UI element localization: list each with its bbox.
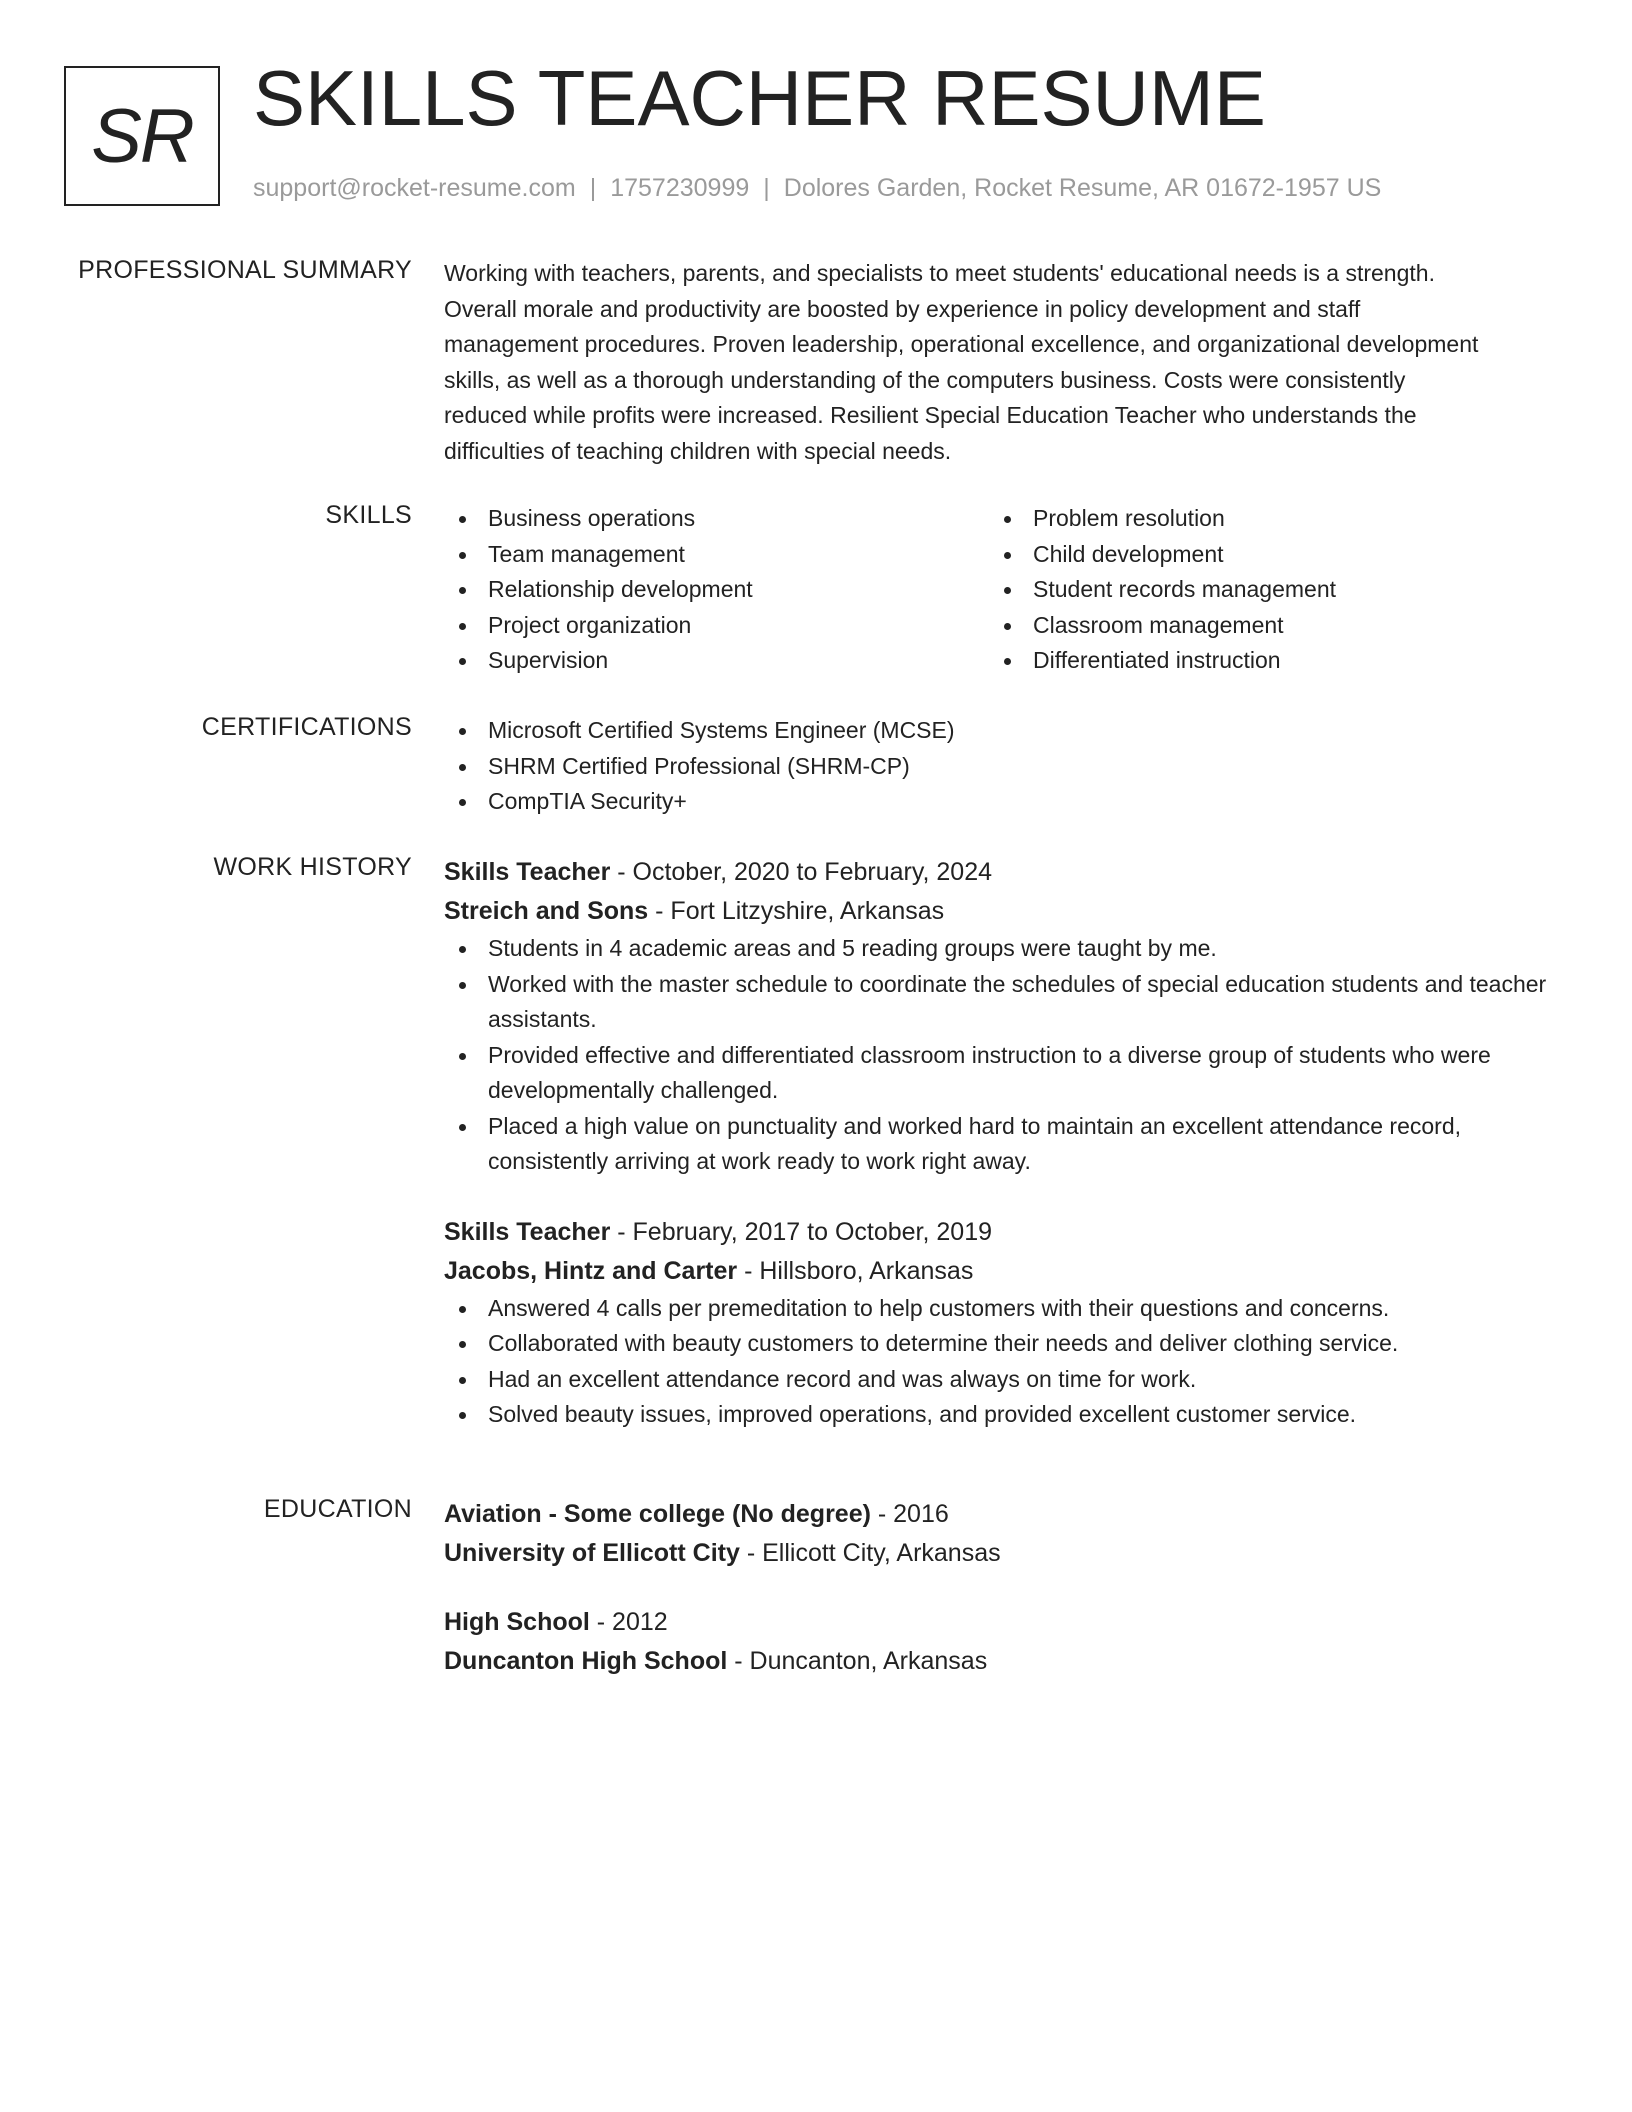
job-company-line — [444, 1252, 1564, 1291]
skill-item: Differentiated instruction — [989, 643, 1534, 679]
skill-item: Classroom management — [989, 608, 1534, 644]
job-duty: Placed a high value on punctuality and worked hard to maintain an excellent attendance record, consistently arriving at work ready to work right away. — [444, 1109, 1564, 1180]
certification-item: CompTIA Security+ — [444, 784, 1564, 820]
education-body — [444, 1495, 1564, 1681]
section-label-certifications: CERTIFICATIONS — [201, 713, 412, 741]
skills-list-right — [989, 501, 1534, 679]
certification-item: SHRM Certified Professional (SHRM-CP) — [444, 749, 1564, 785]
job-title: Skills Teacher — [444, 858, 611, 886]
contact-separator: | — [763, 174, 770, 202]
job-company-line — [444, 892, 1564, 931]
job-duty: Collaborated with beauty customers to determine their needs and deliver clothing service. — [444, 1326, 1564, 1362]
job-dates: - February, 2017 to October, 2019 — [610, 1217, 992, 1246]
job-location: - Fort Litzyshire, Arkansas — [648, 897, 945, 925]
education-year: - 2012 — [589, 1608, 668, 1636]
job-dates: - October, 2020 to February, 2024 — [610, 858, 992, 886]
education-year: - 2016 — [870, 1500, 949, 1528]
skill-item: Project organization — [444, 608, 989, 644]
contact-line — [253, 174, 1381, 203]
education-location: - Duncanton, Arkansas — [727, 1647, 988, 1675]
education-degree-line — [444, 1603, 1564, 1642]
education-entry — [444, 1603, 1564, 1681]
education-degree: Aviation - Some college (No degree) — [444, 1500, 871, 1528]
certifications-body — [444, 713, 1564, 820]
certifications-list — [444, 713, 1564, 820]
job-title-line — [444, 853, 1564, 892]
section-label-education: EDUCATION — [263, 1495, 412, 1523]
section-label-skills: SKILLS — [325, 501, 412, 529]
skill-item: Supervision — [444, 643, 989, 679]
job-title-line — [444, 1213, 1564, 1252]
section-label-work-history: WORK HISTORY — [213, 853, 412, 881]
job-duties-list — [444, 1291, 1564, 1433]
job-company: Streich and Sons — [444, 897, 649, 925]
job-entry — [444, 1213, 1564, 1433]
skill-item: Problem resolution — [989, 501, 1534, 537]
monogram-initials: SR — [91, 93, 193, 179]
job-duty: Answered 4 calls per premeditation to help customers with their questions and concerns. — [444, 1291, 1564, 1327]
skills-list-left — [444, 501, 989, 679]
resume-title: SKILLS TEACHER RESUME — [253, 54, 1266, 142]
job-location: - Hillsboro, Arkansas — [737, 1256, 974, 1285]
work-history-body — [444, 853, 1564, 1433]
education-school-line — [444, 1534, 1564, 1573]
job-duty: Solved beauty issues, improved operations, and provided excellent customer service. — [444, 1397, 1564, 1433]
summary-line: skills, as well as a thorough understanding of the computers business. Costs were consistently — [444, 366, 1406, 393]
monogram-box — [64, 66, 220, 206]
summary-text — [444, 256, 1564, 469]
contact-address: Dolores Garden, Rocket Resume, AR 01672-1957 US — [783, 174, 1382, 202]
section-label-summary: PROFESSIONAL SUMMARY — [78, 256, 412, 284]
job-duty: Students in 4 academic areas and 5 reading groups were taught by me. — [444, 931, 1564, 967]
education-school-line — [444, 1642, 1564, 1681]
contact-email[interactable]: support@rocket-resume.com — [253, 174, 576, 202]
summary-line: Overall morale and productivity are boosted by experience in policy development and staff — [444, 295, 1361, 322]
summary-line: reduced while profits were increased. Resilient Special Education Teacher who understands the — [444, 402, 1417, 428]
summary-line: management procedures. Proven leadership, operational excellence, and organizational development — [444, 331, 1479, 357]
job-duties-list — [444, 931, 1564, 1180]
skill-item: Team management — [444, 537, 989, 573]
certification-item: Microsoft Certified Systems Engineer (MCSE) — [444, 713, 1564, 749]
skill-item: Student records management — [989, 572, 1534, 608]
education-school: Duncanton High School — [444, 1647, 728, 1675]
job-title: Skills Teacher — [444, 1217, 611, 1246]
job-entry — [444, 853, 1564, 1180]
skill-item: Business operations — [444, 501, 989, 537]
job-duty: Provided effective and differentiated classroom instruction to a diverse group of students who were developmentally challenged. — [444, 1038, 1564, 1109]
education-degree-line — [444, 1495, 1564, 1534]
job-duty: Worked with the master schedule to coordinate the schedules of special education students and teacher assistants. — [444, 967, 1564, 1038]
summary-line: Working with teachers, parents, and specialists to meet students' educational needs is a strength. — [444, 260, 1435, 286]
job-duty: Had an excellent attendance record and was always on time for work. — [444, 1362, 1564, 1398]
skill-item: Relationship development — [444, 572, 989, 608]
skill-item: Child development — [989, 537, 1534, 573]
education-school: University of Ellicott City — [444, 1539, 740, 1567]
job-company: Jacobs, Hintz and Carter — [444, 1256, 738, 1285]
education-location: - Ellicott City, Arkansas — [739, 1539, 1001, 1567]
skills-columns — [444, 501, 1564, 679]
contact-phone[interactable]: 1757230999 — [610, 174, 750, 202]
summary-line: difficulties of teaching children with special needs. — [444, 437, 952, 464]
education-entry — [444, 1495, 1564, 1573]
education-degree: High School — [444, 1608, 590, 1636]
contact-separator: | — [589, 174, 597, 202]
